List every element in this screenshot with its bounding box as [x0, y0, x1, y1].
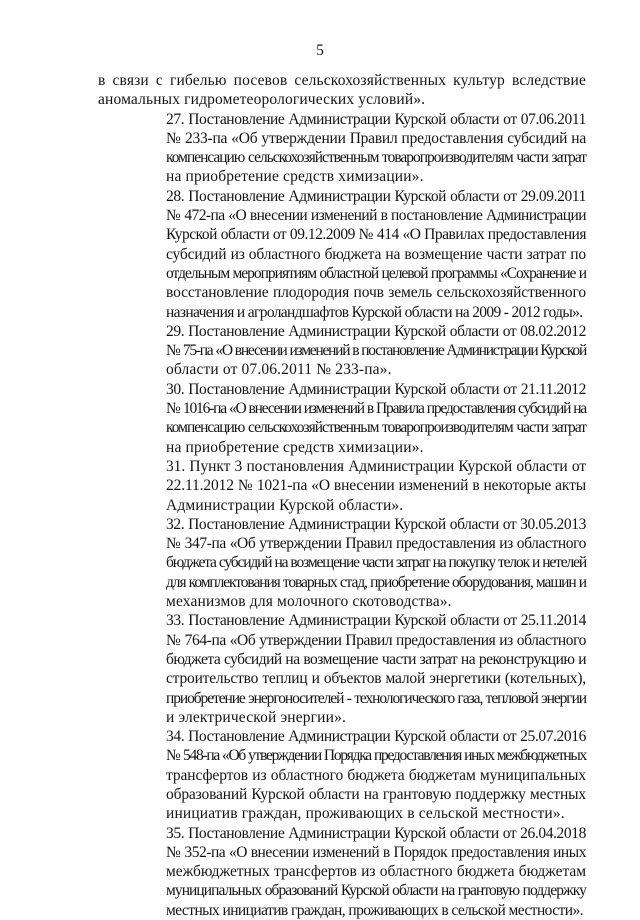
- text-line: 35. Постановление Администрации Курской области от 26.04.2018: [166, 824, 586, 842]
- text-line: назначения и агроландшафтов Курской области на 2009 - 2012 годы».: [166, 303, 583, 321]
- text-line: № 347-па «Об утверждении Правил предоставления из областного: [166, 535, 586, 553]
- list-item-27: [98, 110, 586, 187]
- list-item-29: [98, 322, 586, 380]
- text-line: Администрации Курской области».: [166, 496, 404, 514]
- text-line: № 472-па «О внесении изменений в постановление Администрации: [166, 207, 586, 225]
- list-item-28: [98, 187, 586, 322]
- text-line: на приобретение средств химизации».: [166, 438, 424, 456]
- text-line: аномальных гидрометеорологических условий».: [98, 91, 426, 109]
- text-line: субсидий из областного бюджета на возмещение части затрат по: [166, 245, 586, 263]
- text-line: 27. Постановление Администрации Курской области от 07.06.2011: [166, 110, 586, 128]
- text-line: компенсацию сельскохозяйственным товаропроизводителям части затрат: [166, 149, 586, 167]
- text-line: 29. Постановление Администрации Курской области от 08.02.2012: [166, 322, 586, 340]
- list-item-34: [98, 727, 586, 823]
- text-line: № 548-па «Об утверждении Порядка предоставления иных межбюджетных: [166, 747, 586, 765]
- text-line: 34. Постановление Администрации Курской области от 25.07.2016: [166, 728, 586, 746]
- text-line: 32. Постановление Администрации Курской области от 30.05.2013: [166, 515, 586, 533]
- text-line: межбюджетных трансфертов из областного бюджета бюджетам: [166, 863, 586, 881]
- page-number: 5: [316, 42, 324, 59]
- text-line: 30. Постановление Администрации Курской области от 21.11.2012: [166, 380, 586, 398]
- text-line: компенсацию сельскохозяйственным товаропроизводителям части затрат: [166, 419, 586, 437]
- text-line: 33. Постановление Администрации Курской области от 25.11.2014: [166, 612, 586, 630]
- text-line: механизмов для молочного скотоводства».: [166, 593, 452, 611]
- text-line: строительство теплиц и объектов малой энергетики (котельных),: [166, 670, 586, 688]
- list-item-33: [98, 611, 586, 727]
- text-line: муниципальных образований Курской области на грантовую поддержку: [166, 882, 586, 900]
- text-line: приобретение энергоносителей - технологического газа, тепловой энергии: [166, 689, 586, 707]
- text-line: для комплектования товарных стад, приобретение оборудования, машин и: [166, 573, 586, 591]
- text-line: № 75-па «О внесении изменений в постановление Администрации Курской: [166, 342, 586, 360]
- list-item-35: [98, 824, 586, 920]
- text-line: инициатив граждан, проживающих в сельской местности».: [166, 805, 565, 823]
- document-body: [98, 71, 586, 920]
- text-line: в связи с гибелью посевов сельскохозяйственных культур вследствие: [98, 72, 586, 89]
- text-line: бюджета субсидий на возмещение части затрат на реконструкцию и: [166, 650, 586, 668]
- text-line: № 352-па «О внесении изменений в Порядок предоставления иных: [166, 843, 586, 861]
- text-line: 22.11.2012 № 1021-па «О внесении изменений в некоторые акты: [166, 477, 586, 495]
- text-line: 31. Пункт 3 постановления Администрации Курской области от: [166, 457, 586, 475]
- text-line: Курской области от 09.12.2009 № 414 «О Правилах предоставления: [166, 226, 586, 244]
- text-line: восстановление плодородия почв земель сельскохозяйственного: [166, 284, 586, 302]
- text-line: образований Курской области на грантовую поддержку местных: [166, 785, 586, 803]
- text-line: на приобретение средств химизации».: [166, 168, 424, 186]
- text-line: трансфертов из областного бюджета бюджетам муниципальных: [166, 766, 586, 784]
- text-line: местных инициатив граждан, проживающих в сельской местности».: [166, 901, 583, 919]
- list-item-30: [98, 380, 586, 457]
- text-line: бюджета субсидий на возмещение части затрат на покупку телок и нетелей: [166, 554, 586, 572]
- text-line: и электрической энергии».: [166, 708, 346, 726]
- list-item-31: [98, 457, 586, 515]
- text-line: № 764-па «Об утверждении Правил предоставления из областного: [166, 631, 586, 649]
- list-item-32: [98, 515, 586, 611]
- text-line: отдельным мероприятиям областной целевой программы «Сохранение и: [166, 264, 586, 282]
- text-line: области от 07.06.2011 № 233-па».: [166, 361, 392, 379]
- text-line: № 1016-па «О внесении изменений в Правила предоставления субсидий на: [166, 400, 586, 418]
- text-line: 28. Постановление Администрации Курской области от 29.09.2011: [166, 187, 586, 205]
- text-line: № 233-па «Об утверждении Правил предоставления субсидий на: [166, 129, 586, 147]
- paragraph-continuation: [98, 71, 586, 110]
